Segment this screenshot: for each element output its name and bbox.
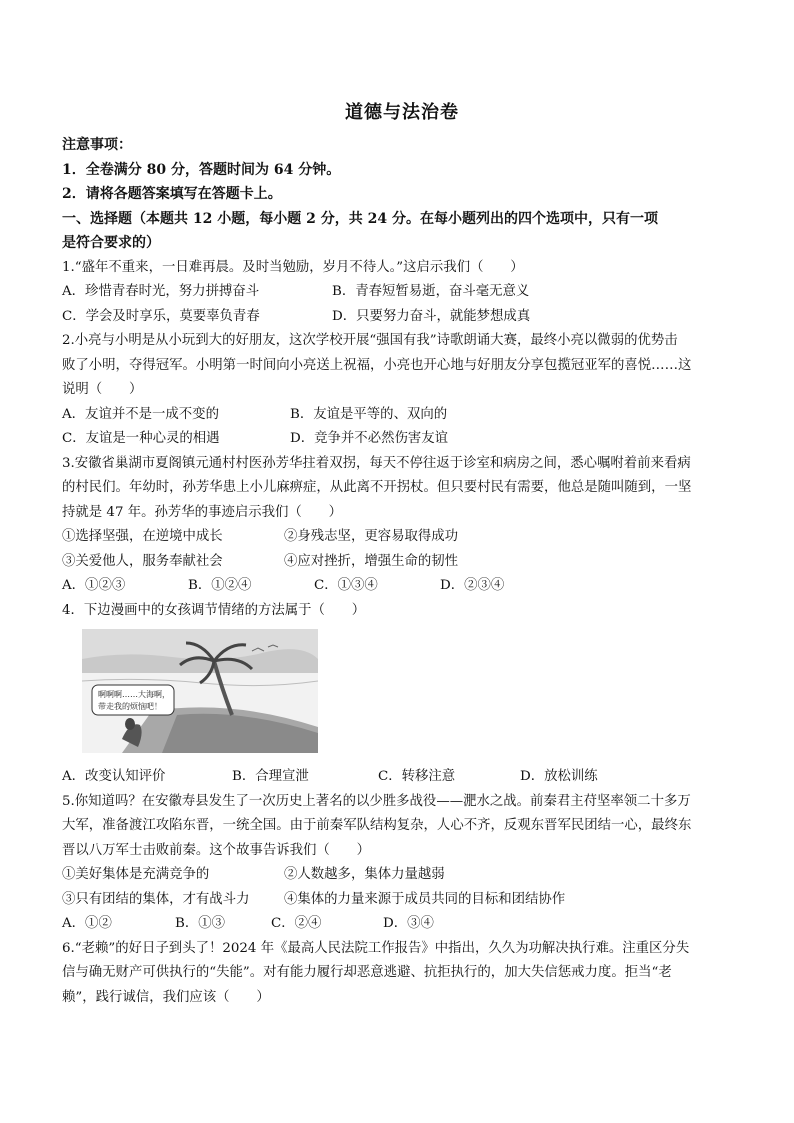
option-c: C．转移注意 [378,769,456,784]
statement-4: ④应对挫折，增强生命的韧性 [284,553,459,569]
question-3-options [62,574,742,599]
question-5-stem-cont: 大军，准备渡江攻陷东晋，一统全国。由于前秦军队结构复杂，人心不齐，反观东晋军民团结一心，最终东 [62,818,692,833]
question-3-stem-cont: 持就是 47 年。孙芳华的事迹启示我们（ ） [62,504,342,520]
option-b: B．友谊是平等的、双向的 [290,406,448,422]
option-a: A．珍惜青春时光，努力拼搏奋斗 [62,284,260,299]
option-a: A．改变认知评价 [62,769,166,784]
statement-1: ①选择坚强，在逆境中成长 [62,529,223,544]
speech-bubble-line-1: 啊啊啊……大海啊， [98,690,170,699]
question-6-stem: 6.“老赖”的好日子到头了！2024 年《最高人民法院工作报告》中指出，久久为功解决执行难。注重区分失 [62,940,690,956]
notice-item: 1．全卷满分 80 分，答题时间为 64 分钟。 [62,161,341,178]
question-1-options [62,280,742,329]
question-3-stem: 3.安徽省巢湖市夏阁镇元通村村医孙芳华拄着双拐，每天不停往返于诊室和病房之间，悉心嘱咐着前来看病 [62,455,691,471]
exam-page [62,98,742,1010]
notice-heading: 注意事项： [62,137,132,153]
option-b: B．①②④ [188,578,252,593]
question-3-statements [62,525,742,574]
section-heading: 一、选择题（本题共 12 小题，每小题 2 分，共 24 分。在每小题列出的四个选项中，只有一项 [62,210,658,227]
option-a: A．①②③ [62,578,126,593]
option-a: A．友谊并不是一成不变的 [62,406,219,422]
question-2-options [62,403,742,452]
notice-item: 2．请将各题答案填写在答题卡上。 [62,186,282,202]
statement-3: ③只有团结的集体，才有战斗力 [62,891,250,907]
option-c: C．学会及时享乐，莫要辜负青春 [62,308,260,324]
statement-4: ④集体的力量来源于成员共同的目标和团结协作 [284,891,566,907]
option-a: A．①② [62,916,112,931]
option-d: D．放松训练 [520,769,598,784]
statement-2: ②人数越多，集体力量越弱 [284,867,445,882]
question-6-stem-cont: 信与确无财产可供执行的“失能”。对有能力履行却恶意逃避、抗拒执行的，加大失信惩戒力度。拒当“老 [62,965,672,980]
option-d: D．只要努力奋斗，就能梦想成真 [332,308,531,324]
question-4-options [62,765,742,790]
section-heading-cont: 是符合要求的） [62,235,160,251]
option-c: C．②④ [271,916,322,931]
option-d: D．②③④ [440,578,505,593]
statement-3: ③关爱他人，服务奉献社会 [62,553,223,569]
question-1-stem: 1.“盛年不重来，一日难再晨。及时当勉励，岁月不待人。”这启示我们（ ） [62,259,524,275]
question-5-options [62,912,742,937]
question-3-stem-cont: 的村民们。年幼时，孙芳华患上小儿麻痹症，从此离不开拐杖。但只要村民有需要，他总是随叫随到，一坚 [62,480,692,495]
option-c: C．友谊是一种心灵的相遇 [62,431,220,446]
cartoon-image [82,629,318,753]
option-b: B．合理宣泄 [232,769,309,784]
page-title: 道德与法治卷 [345,102,459,123]
question-2-stem-cont: 败了小明，夺得冠军。小明第一时间向小亮送上祝福，小亮也开心地与好朋友分享包揽冠亚军的喜悦……这 [62,357,692,373]
speech-bubble-line-2: 带走我的烦恼吧！ [98,702,162,711]
question-4-stem: 4．下边漫画中的女孩调节情绪的方法属于（ ） [62,602,366,618]
option-d: D．竞争并不必然伤害友谊 [290,431,449,446]
question-5-statements [62,863,742,912]
question-6-stem-cont: 赖”，践行诚信，我们应该（ ） [62,989,270,1005]
option-b: B．①③ [175,916,226,931]
option-c: C．①③④ [314,578,378,593]
question-5-stem-cont: 晋以八万军士击败前秦。这个故事告诉我们（ ） [62,842,370,858]
option-b: B．青春短暂易逝，奋斗毫无意义 [332,284,530,299]
question-5-stem: 5.你知道吗？在安徽寿县发生了一次历史上著名的以少胜多战役——淝水之战。前秦君主苻坚率领二十多万 [62,793,691,809]
question-2-stem: 2.小亮与小明是从小玩到大的好朋友，这次学校开展“强国有我”诗歌朗诵大赛，最终小亮以微弱的优势击 [62,333,678,348]
statement-2: ②身残志坚，更容易取得成功 [284,529,459,544]
option-d: D．③④ [383,916,434,931]
question-2-stem-cont: 说明（ ） [62,382,143,397]
statement-1: ①美好集体是充满竞争的 [62,867,210,882]
